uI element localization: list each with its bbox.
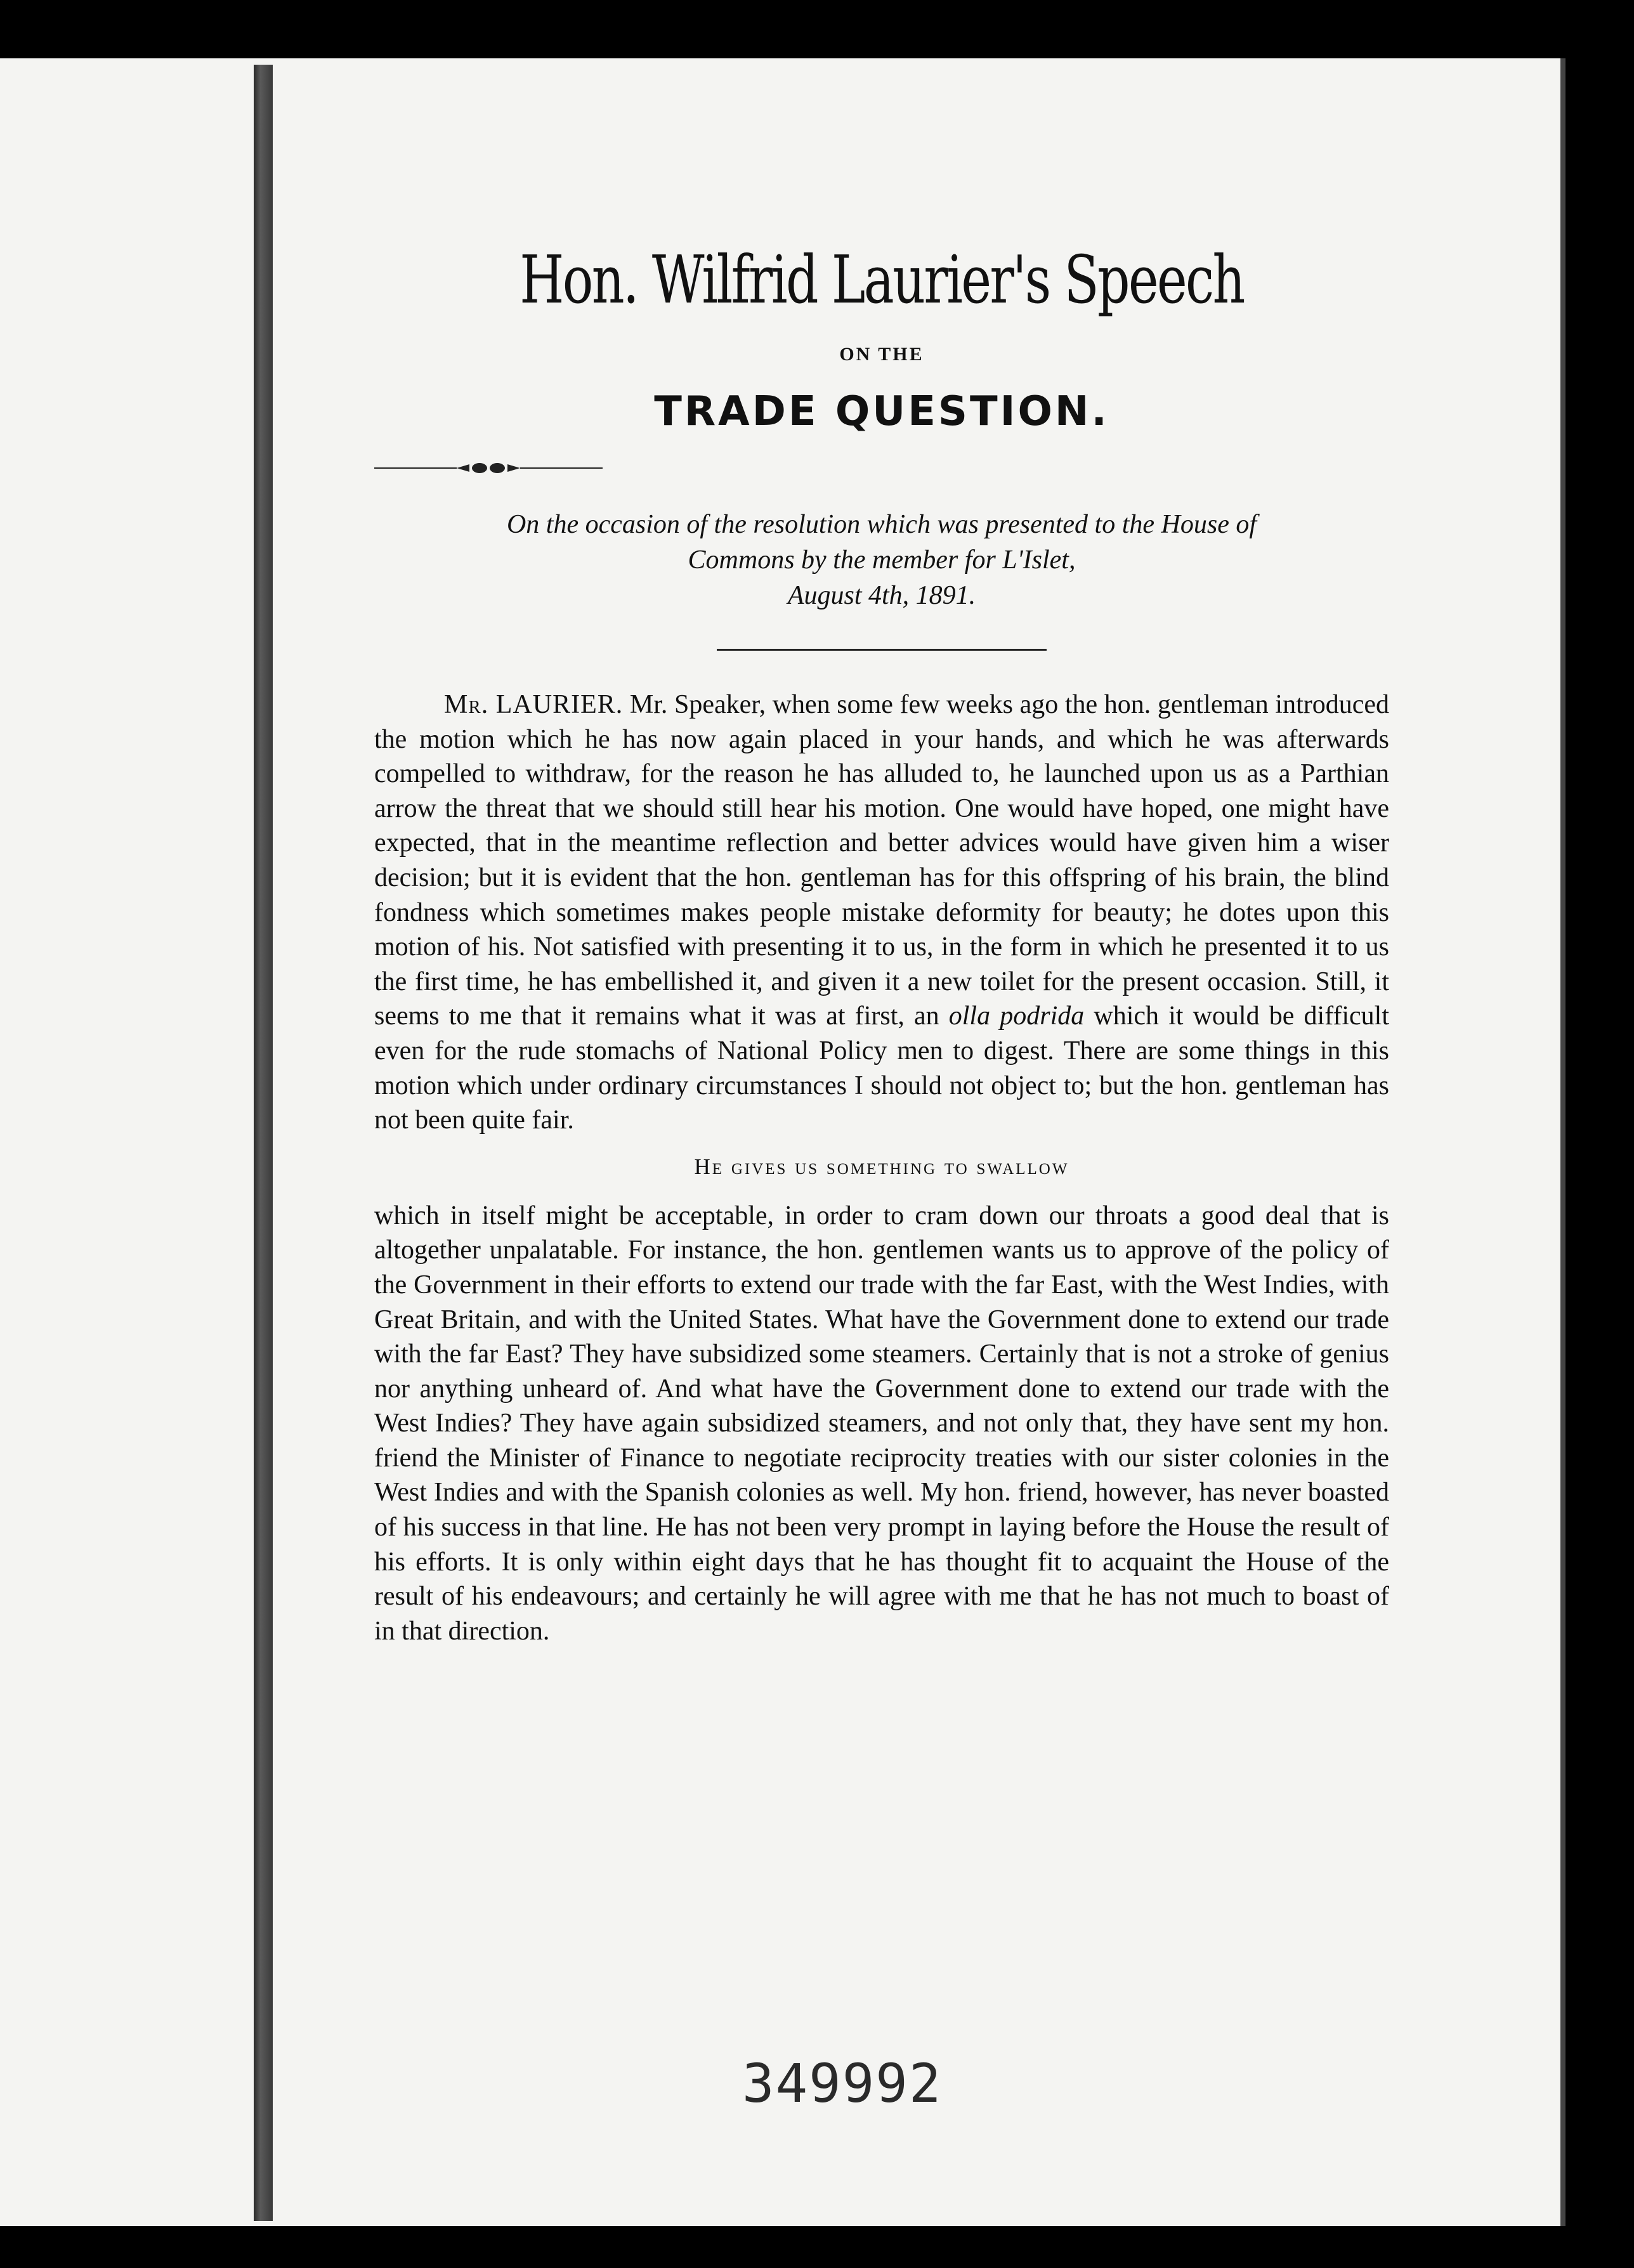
paragraph-1	[374, 688, 1389, 1138]
occasion-date: August 4th, 1891.	[787, 581, 976, 610]
occasion-line: On the occasion of the resolution which was presented to the House of	[506, 510, 1257, 539]
paragraph-1-text: Mr. Speaker, when some few weeks ago the hon. gentleman introduced the motion which he has now again placed in your hands, and which he was afterwards compelled to withdraw, for the reason he has alluded to, he launched upon us as a Parthian arrow the threat that we should still hear his motion. One would have hoped, one might have expected, that in the meantime reflection and better advices would have given him a wiser decision; but it is evident that the hon. gentleman has for this offspring of his brain, the blind fondness which sometimes makes people mistake deformity for beauty; he dotes upon this motion of his. Not satisfied with presenting it to us, in the form in which he presented it to us the first time, he has embellished it, and given it a new toilet for the present occasion. Still, it seems to me that it remains what it was at first, an	[374, 690, 1390, 1031]
paragraph-2: which in itself might be acceptable, in order to cram down our throats a good deal that is altogether unpalatable. For instance, the hon. gentlemen wants us to approve of the policy of the Government in their efforts to extend our trade with the far East, with the West Indies, with Great Britain, and with the United States. What have the Government done to extend our trade with the far East? They have subsidized some steamers. Certainly that is not a stroke of genius nor anything unheard of. And what have the Government done to extend our trade with the West Indies? They have again subsidized steamers, and not only that, they have sent my hon. friend the Minister of Finance to negotiate reciprocity treaties with our sister colonies in the West Indies and with the Spanish colonies as well. My hon. friend, however, has never boasted of his success in that line. He has not been very prompt in laying before the House the result of his efforts. It is only within eight days that he has thought fit to acquaint the House of the result of his endeavours; and certainly he will agree with me that he has not much to boast of in that direction.	[374, 1201, 1389, 1646]
catalog-number-stamp: 349992	[742, 2052, 943, 2115]
section-heading: He gives us something to swallow	[694, 1154, 1069, 1179]
occasion-block	[374, 507, 1389, 613]
document-subject: TRADE QUESTION.	[654, 388, 1109, 435]
section-divider	[717, 649, 1047, 651]
binding-spine	[254, 65, 273, 2221]
paragraph-1-text-end: which it would be difficult even for the rude stomachs of National Policy men to digest. There are some things in this motion which under ordinary circumstances I should not object to; but the hon. gentleman has not been quite fair.	[374, 1001, 1390, 1135]
document-title: Hon. Wilfrid Laurier's Speech	[520, 241, 1244, 318]
occasion-line: Commons by the member for L'Islet,	[688, 545, 1076, 575]
ornamental-rule	[374, 460, 603, 476]
page-content	[374, 241, 1389, 1648]
speaker-name: Mr. LAURIER.	[444, 690, 624, 719]
page-edge	[1560, 58, 1565, 2226]
title-connector: ON THE	[839, 344, 924, 365]
page-sheet	[0, 58, 1565, 2226]
italic-phrase: olla podrida	[948, 1001, 1085, 1031]
